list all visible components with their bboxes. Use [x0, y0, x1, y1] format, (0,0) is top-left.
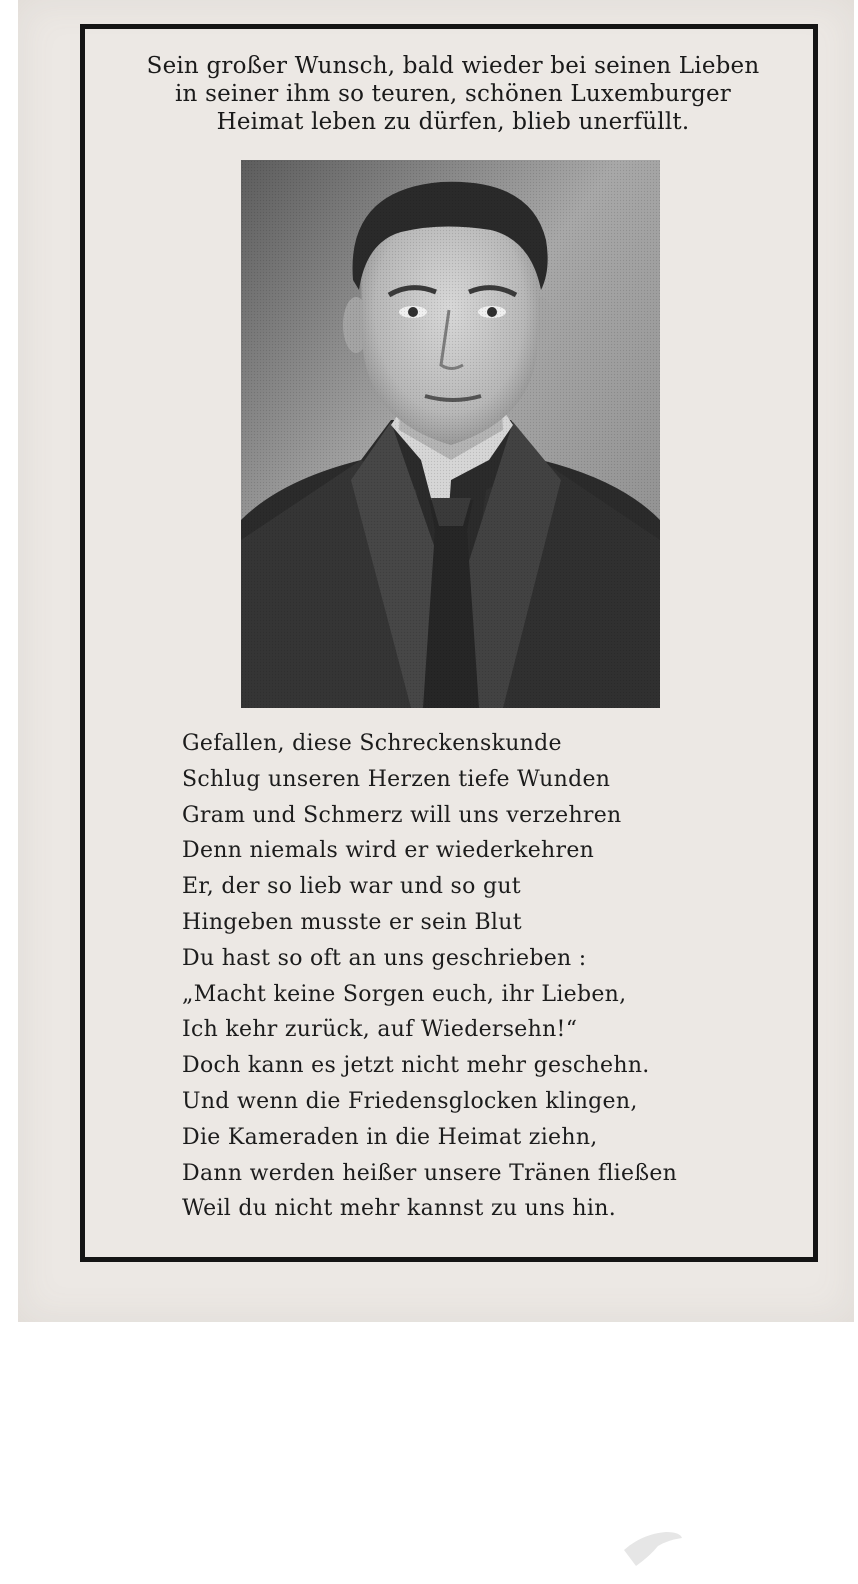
portrait-illustration — [241, 160, 660, 708]
poem-line: Hingeben musste er sein Blut — [182, 909, 522, 935]
poem-line: Schlug unseren Herzen tiefe Wunden — [182, 766, 611, 792]
poem-line: Doch kann es jetzt nicht mehr geschehn. — [182, 1053, 650, 1079]
poem-line: Er, der so lieb war und so gut — [182, 874, 521, 900]
poem-line: Denn niemals wird er wiederkehren — [182, 838, 595, 864]
poem-line: Gefallen, diese Schreckenskunde — [182, 731, 562, 756]
poem-line: Und wenn die Friedensglocken klingen, — [182, 1088, 638, 1114]
poem-line: „Macht keine Sorgen euch, ihr Lieben, — [182, 981, 627, 1007]
poem-line: Gram und Schmerz will uns verzehren — [182, 802, 622, 828]
paper-speck — [622, 1528, 684, 1568]
poem — [182, 726, 762, 1227]
portrait-photo — [241, 160, 660, 708]
intro-line: Sein großer Wunsch, bald wieder bei seinen Lieben — [146, 53, 760, 79]
poem-line: Die Kameraden in die Heimat ziehn, — [182, 1124, 598, 1150]
poem-line: Dann werden heißer unsere Tränen fließen — [182, 1160, 678, 1186]
intro-line: Heimat leben zu dürfen, blieb unerfüllt. — [216, 109, 690, 135]
poem-line: Ich kehr zurück, auf Wiedersehn!“ — [182, 1017, 578, 1043]
poem-line: Weil du nicht mehr kannst zu uns hin. — [182, 1196, 616, 1222]
intro-text — [118, 52, 788, 136]
poem-line: Du hast so oft an uns geschrieben : — [182, 945, 587, 971]
intro-line: in seiner ihm so teuren, schönen Luxemburger — [175, 81, 731, 107]
